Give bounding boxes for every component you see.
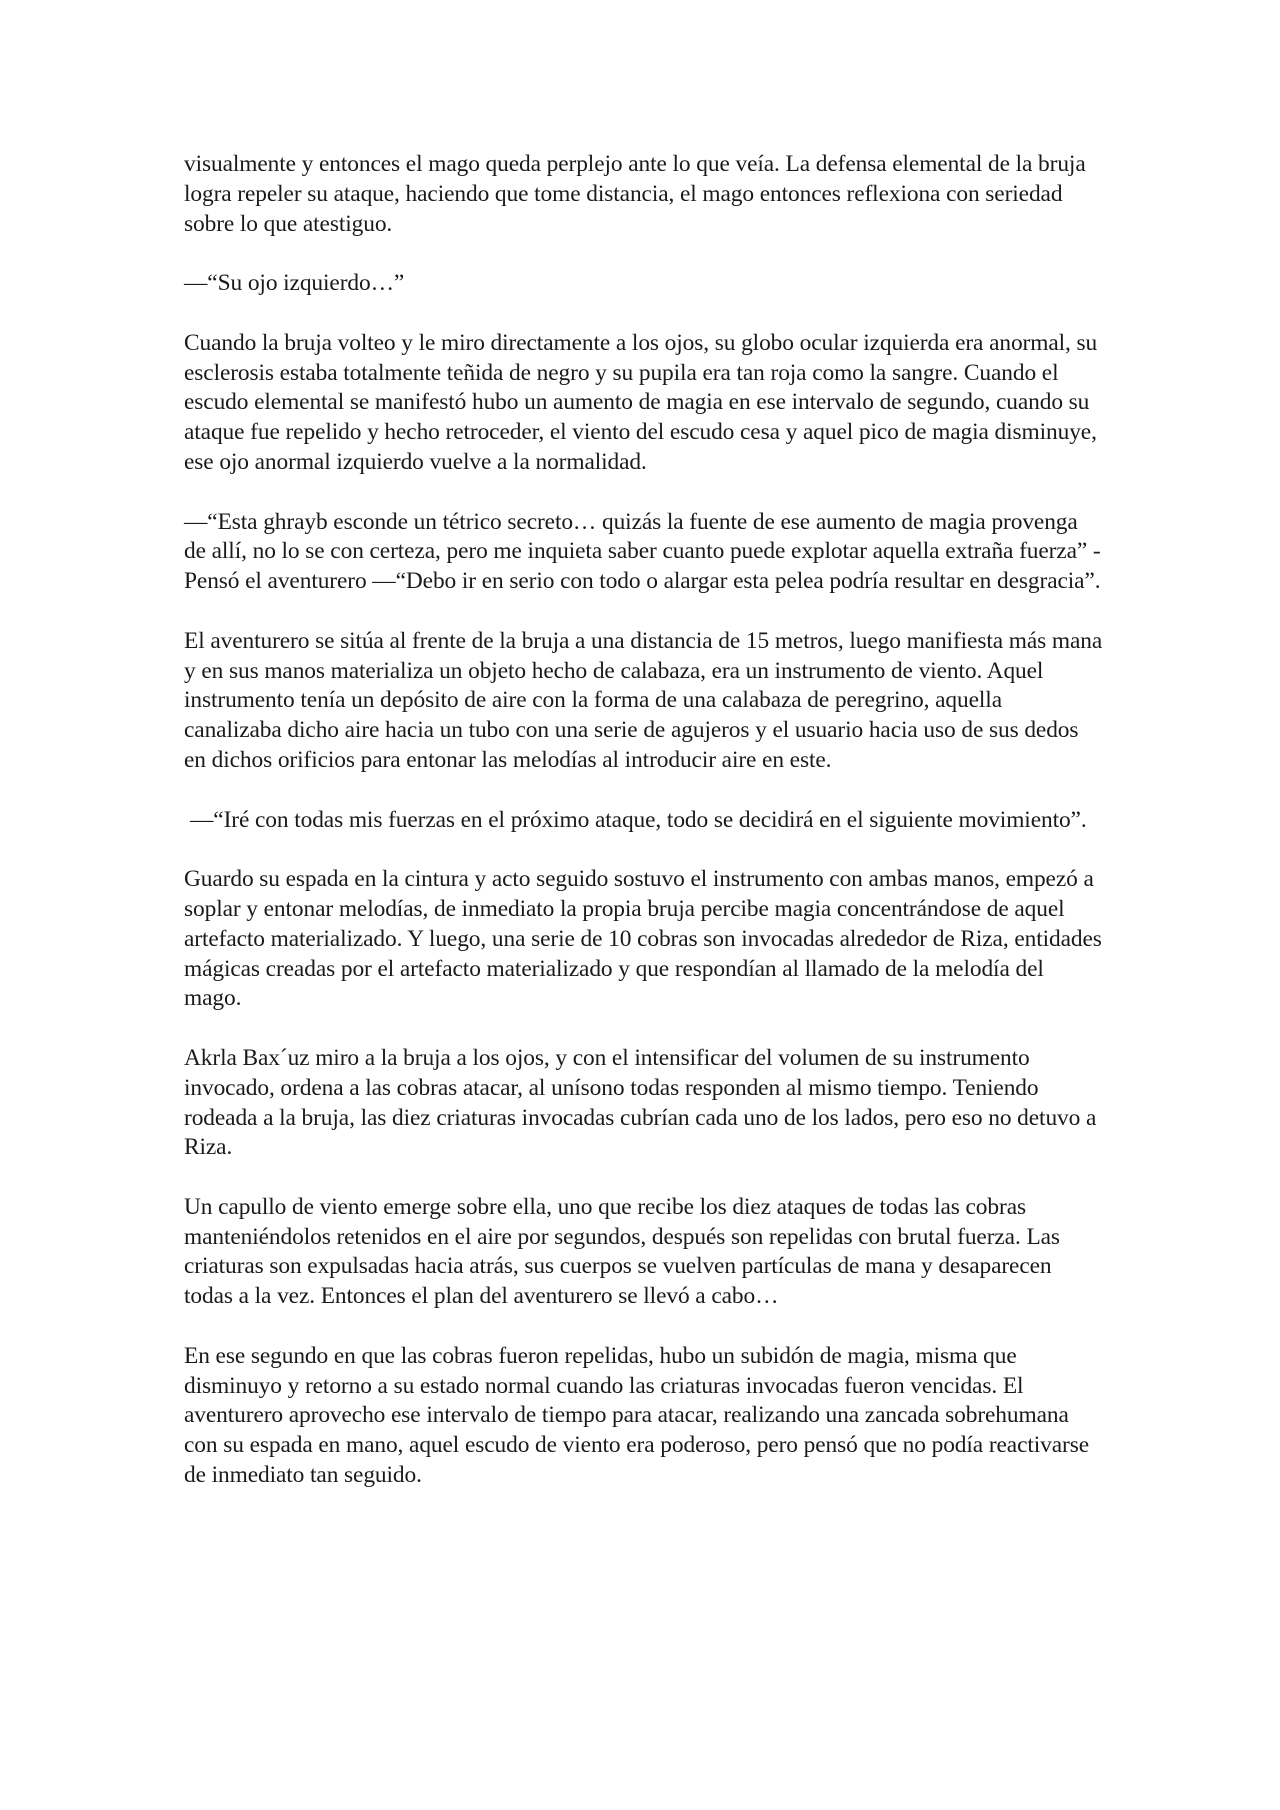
paragraph: Un capullo de viento emerge sobre ella, uno que recibe los diez ataques de todas las cobras manteniéndolos retenidos en el aire por segundos, después son repelidas con brutal fuerza. Las criaturas son expulsadas hacia atrás, sus cuerpos se vuelven partículas de mana y desaparecen todas a la vez. Entonces el plan del aventurero se llevó a cabo…	[184, 1193, 1060, 1310]
document-page	[184, 150, 1104, 1521]
paragraph: Guardo su espada en la cintura y acto seguido sostuvo el instrumento con ambas manos, empezó a soplar y entonar melodías, de inmediato la propia bruja percibe magia concentrándose de aquel artefacto materializado. Y luego, una serie de 10 cobras son invocadas alrededor de Riza, entidades mágicas creadas por el artefacto materializado y que respondían al llamado de la melodía del mago.	[184, 866, 1102, 1012]
paragraph: El aventurero se sitúa al frente de la bruja a una distancia de 15 metros, luego manifiesta más mana y en sus manos materializa un objeto hecho de calabaza, era un instrumento de viento. Aquel instrumento tenía un depósito de aire con la forma de una calabaza de peregrino, aquella canalizaba dicho aire hacia un tubo con una serie de agujeros y el usuario hacia uso de sus dedos en dichos orificios para entonar las melodías al introducir aire en este.	[184, 627, 1103, 773]
dialogue-paragraph: —“Su ojo izquierdo…”	[184, 270, 405, 297]
dialogue-paragraph: —“Iré con todas mis fuerzas en el próximo ataque, todo se decidirá en el siguiente movimiento”.	[190, 806, 1087, 833]
paragraph: En ese segundo en que las cobras fueron repelidas, hubo un subidón de magia, misma que disminuyo y retorno a su estado normal cuando las criaturas invocadas fueron vencidas. El aventurero aprovecho ese intervalo de tiempo para atacar, realizando una zancada sobrehumana con su espada en mano, aquel escudo de viento era poderoso, pero pensó que no podía reactivarse de inmediato tan seguido.	[184, 1342, 1090, 1489]
paragraph: Akrla Bax´uz miro a la bruja a los ojos, y con el intensificar del volumen de su instrumento invocado, ordena a las cobras atacar, al unísono todas responden al mismo tiempo. Teniendo rodeada a la bruja, las diez criaturas invocadas cubrían cada uno de los lados, pero eso no detuvo a Riza.	[184, 1044, 1097, 1161]
paragraph: visualmente y entonces el mago queda perplejo ante lo que veía. La defensa elemental de la bruja logra repeler su ataque, haciendo que tome distancia, el mago entonces reflexiona con seriedad sobre lo que atestiguo.	[184, 151, 1086, 237]
dialogue-paragraph: —“Esta ghrayb esconde un tétrico secreto… quizás la fuente de ese aumento de magia provenga de allí, no lo se con certeza, pero me inquieta saber cuanto puede explotar aquella extraña fuerza” -Pensó el aventurero —“Debo ir en serio con todo o alargar esta pelea podría resultar en desgracia”.	[184, 508, 1101, 595]
paragraph: Cuando la bruja volteo y le miro directamente a los ojos, su globo ocular izquierda era anormal, su esclerosis estaba totalmente teñida de negro y su pupila era tan roja como la sangre. Cuando el escudo elemental se manifestó hubo un aumento de magia en ese intervalo de segundo, cuando su ataque fue repelido y hecho retroceder, el viento del escudo cesa y aquel pico de magia disminuye, ese ojo anormal izquierdo vuelve a la normalidad.	[184, 329, 1098, 475]
